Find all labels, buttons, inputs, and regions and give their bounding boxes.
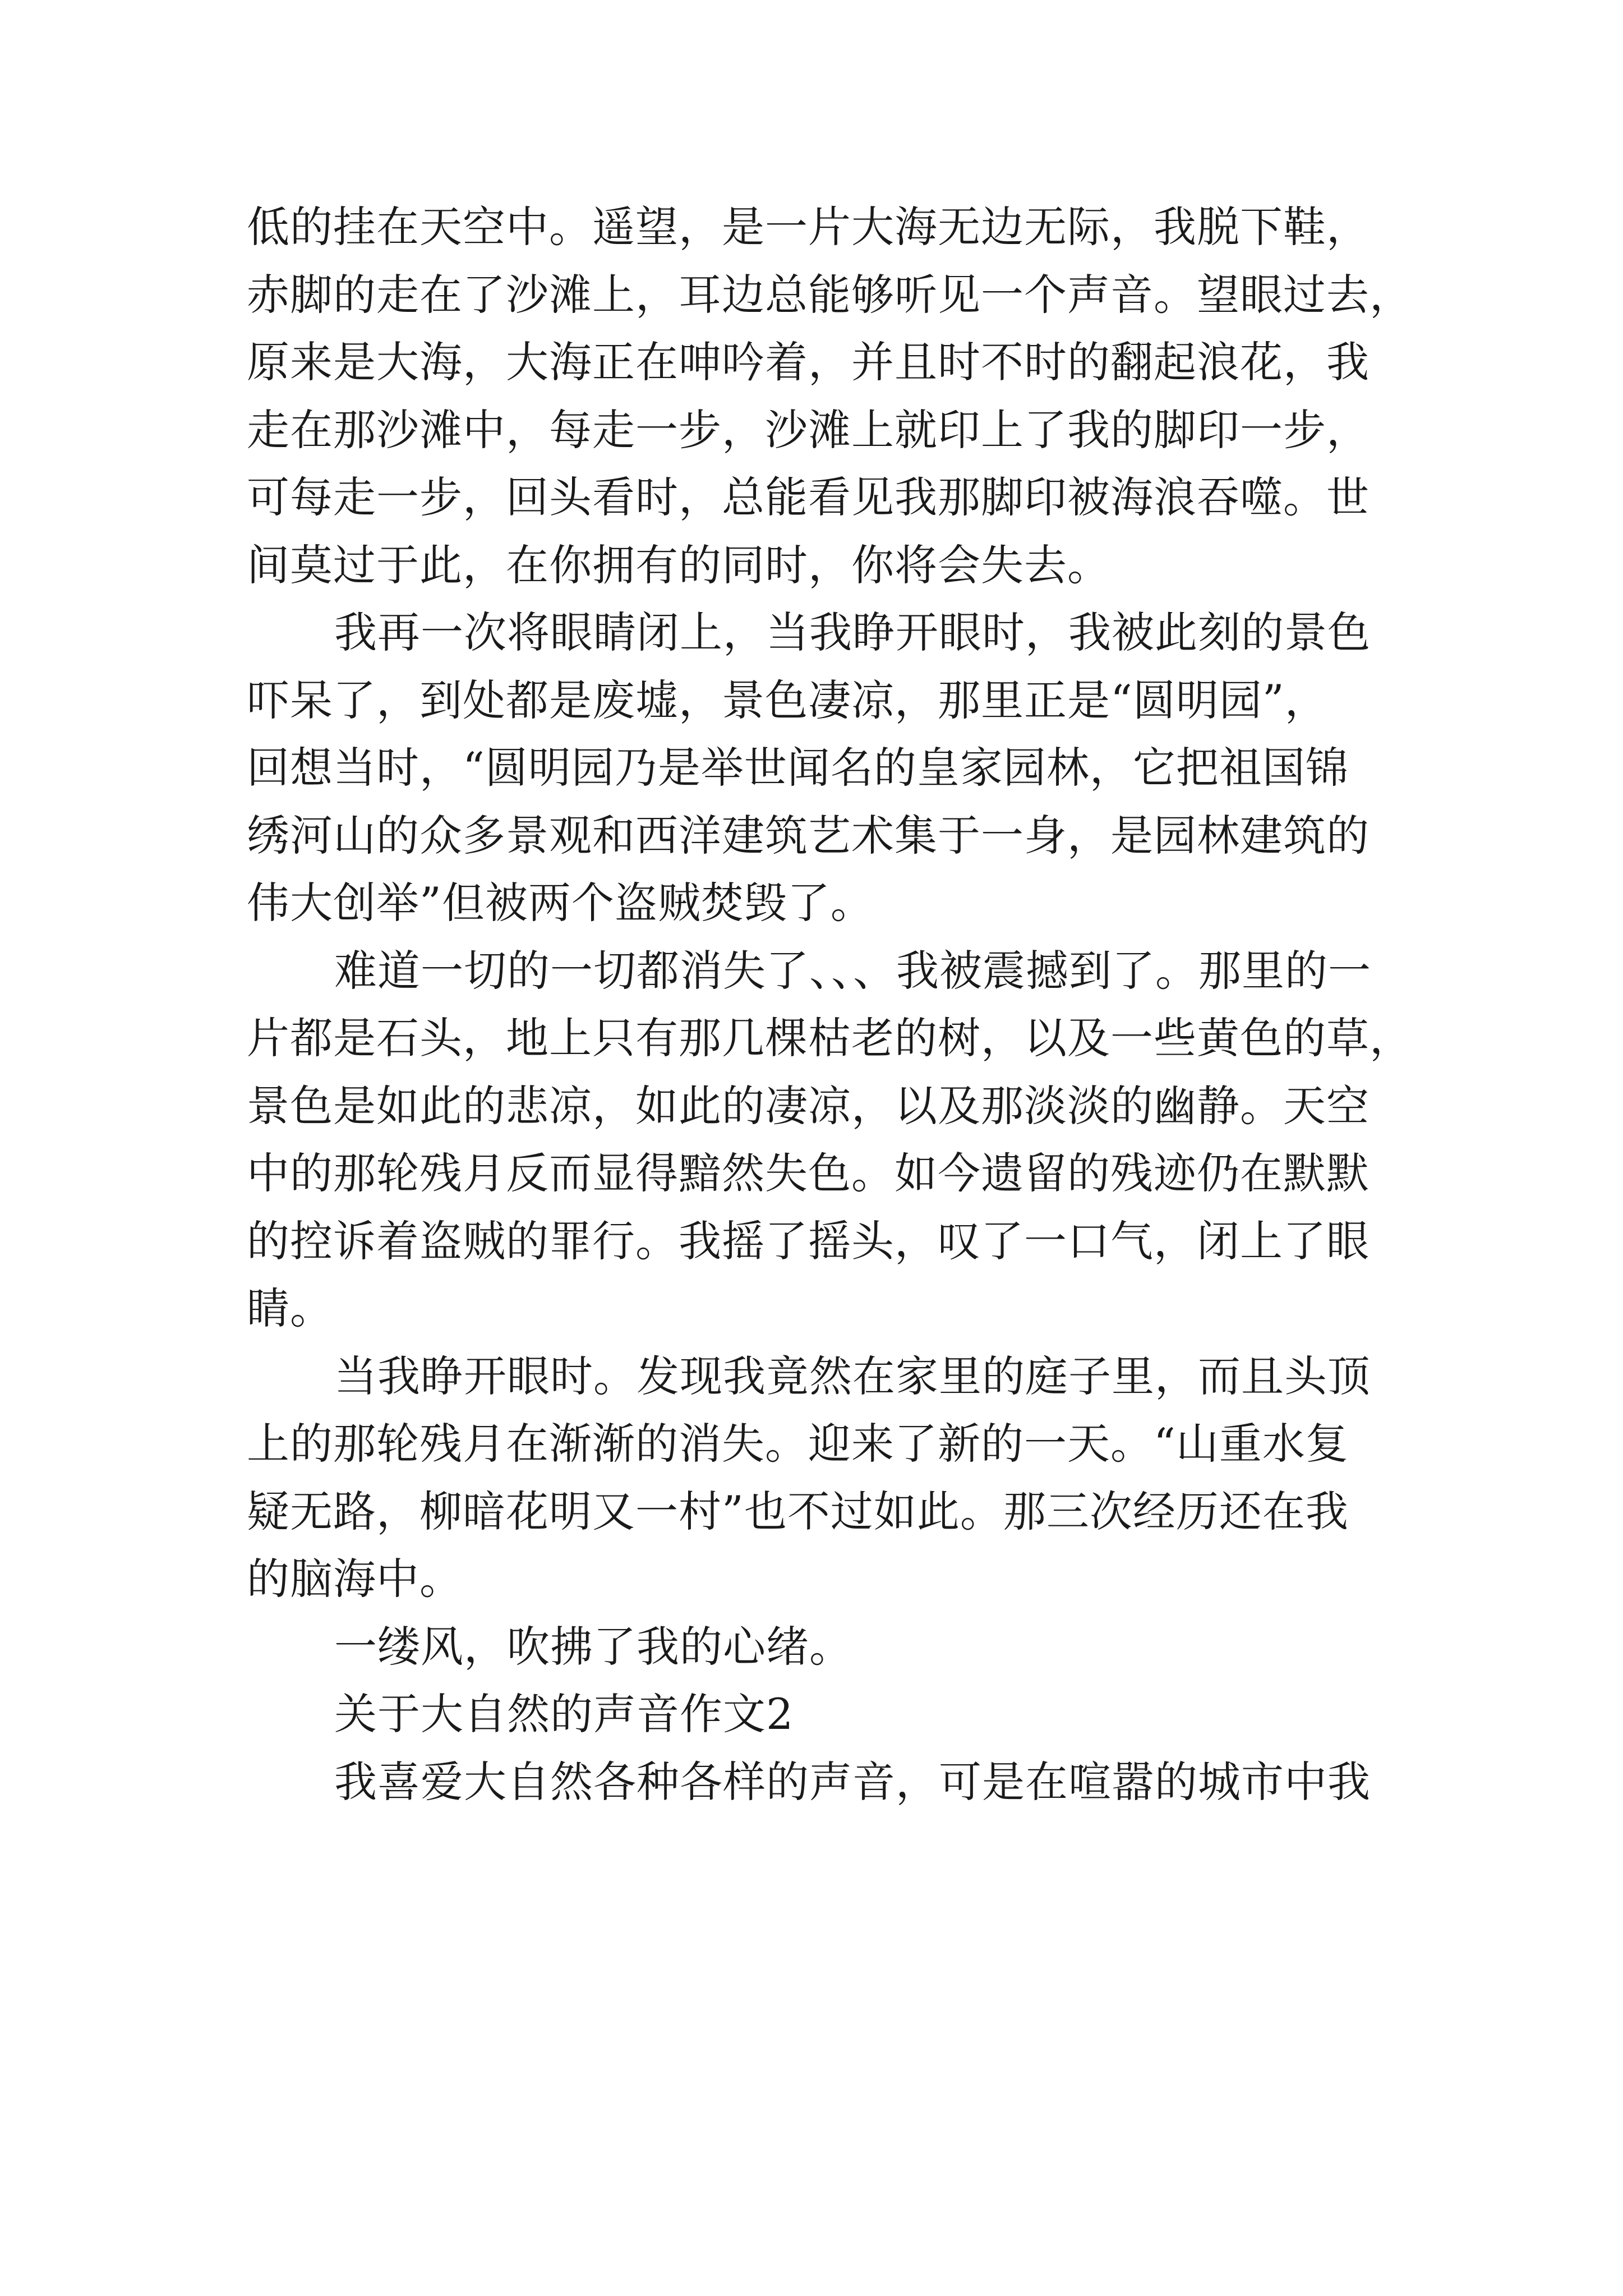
text-line: 景色是如此的悲凉，如此的凄凉，以及那淡淡的幽静。天空 [247,1080,1370,1131]
text-line: 的控诉着盗贼的罪行。我摇了摇头，叹了一口气，闭上了眼 [247,1216,1370,1266]
text-line: 一缕风，吹拂了我的心绪。 [334,1621,852,1672]
text-line: 走在那沙滩中，每走一步，沙滩上就印上了我的脚印一步， [247,404,1370,455]
text-line: 原来是大海，大海正在呻吟着，并且时不时的翻起浪花，我 [247,337,1370,387]
text-line: 的脑海中。 [247,1554,463,1604]
text-line: 可每走一步，回头看时，总能看见我那脚印被海浪吞噬。世 [247,472,1370,522]
text-line: 片都是石头，地上只有那几棵枯老的树，以及一些黄色的草， [247,1013,1413,1063]
text-line: 低的挂在天空中。遥望，是一片大海无边无际，我脱下鞋， [247,202,1370,252]
text-line: 绣河山的众多景观和西洋建筑艺术集于一身，是园林建筑的 [247,810,1370,861]
text-line: 间莫过于此，在你拥有的同时，你将会失去。 [247,540,1110,590]
text-line: 赤脚的走在了沙滩上，耳边总能够听见一个声音。望眼过去， [247,269,1413,320]
text-line: 我喜爱大自然各种各样的声音，可是在喧嚣的城市中我 [334,1756,1371,1807]
text-line: 关于大自然的声音作文2 [334,1689,794,1739]
text-line: 睛。 [247,1283,333,1333]
text-line: 吓呆了，到处都是废墟，景色凄凉，那里正是“圆明园”， [247,675,1328,725]
text-line: 上的那轮残月在渐渐的消失。迎来了新的一天。“山重水复 [247,1419,1349,1469]
text-line: 伟大创举”但被两个盗贼焚毁了。 [247,878,874,928]
text-line: 难道一切的一切都消失了、、、我被震撼到了。那里的一 [334,945,1371,996]
body-text [247,194,1413,1816]
text-line: 回想当时，“圆明园乃是举世闻名的皇家园林，它把祖国锦 [247,743,1349,793]
text-line: 疑无路，柳暗花明又一村”也不过如此。那三次经历还在我 [247,1486,1349,1536]
text-line: 我再一次将眼睛闭上，当我睁开眼时，我被此刻的景色 [334,608,1371,657]
text-line: 当我睁开眼时。发现我竟然在家里的庭子里，而且头顶 [334,1351,1371,1401]
text-line: 中的那轮残月反而显得黯然失色。如今遗留的残迹仍在默默 [247,1148,1370,1198]
